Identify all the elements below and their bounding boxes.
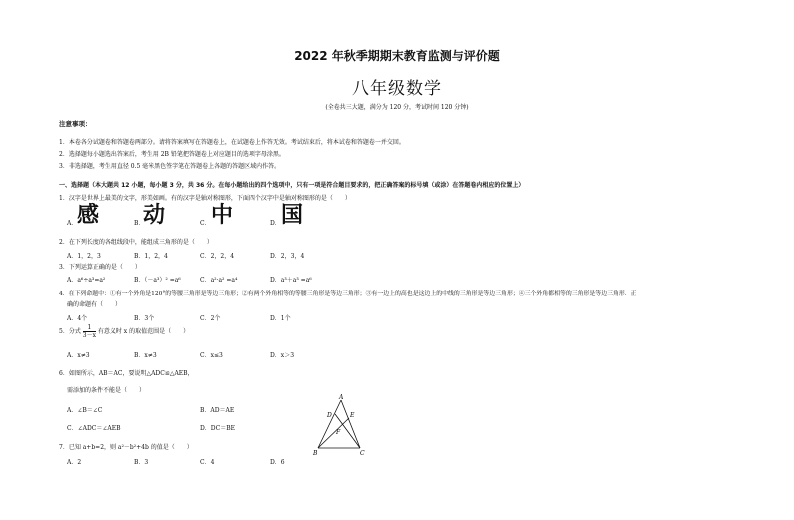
question-2-stem: 2．在下列长度的各组线段中，能组成三角形的是（ ） [59,239,213,246]
q3-option-c: C．a²·a² =a⁴ [200,277,238,284]
q2-option-d: D．2，3，4 [270,253,305,260]
q3-option-b: B．（－a³）² =a⁶ [134,277,181,284]
label-b: B [313,450,318,457]
notice-item-1: 1．本卷各分试题卷和答题卷两部分。请将答案填写在答题卷上，在试题卷上作答无效。考试结束后，将本试卷和答题卷一并交回。 [59,139,405,146]
q4-option-b: B．3个 [134,315,155,322]
q5-numerator: 1 [83,324,96,332]
question-5-stem [59,324,189,339]
q5-stem-post: 有意义时 x 的取值范围是（ ） [97,328,190,335]
q3-option-d: D．a³＋a³ =a⁶ [270,277,312,284]
q5-option-b: B．x≠3 [134,352,157,359]
q5-option-a: A．x≠3 [67,352,90,359]
q2-option-b: B．1，2，4 [134,253,168,260]
q5-stem-pre: 5．分式 [59,328,81,335]
q7-option-d: D．6 [270,459,285,466]
label-f: F [336,429,341,436]
q6-option-c: C．∠ADC＝∠AEB [67,425,121,432]
q1-char-c: 中 [211,203,234,228]
q1-label-b: B． [134,220,145,227]
q6-option-b: B．AD＝AE [200,407,235,414]
q6-triangle-figure [308,394,374,458]
q4-option-a: A．4个 [67,315,88,322]
q1-label-c: C． [200,220,211,227]
q5-option-c: C．x≤3 [200,352,223,359]
question-1-stem: 1．汉字是世界上最美的文字，形美如画。有的汉字是轴对称图形，下面四个汉字中是轴对称图形的是（ ） [59,195,351,202]
q2-option-a: A．1，2，3 [67,253,101,260]
label-e: E [350,412,355,419]
q1-char-b: 动 [143,203,166,228]
q1-label-d: D． [270,220,281,227]
q5-option-d: D．x＞3 [270,352,295,359]
label-a: A [339,394,344,401]
q2-option-c: C．2，2，4 [200,253,235,260]
question-4-stem-cont: 确的命题有（ ） [67,301,122,308]
section-1-heading: 一、选择题（本大题共 12 小题，每小题 3 分，共 36 分。在每小题给出的四个选项中，只有一项是符合题目要求的，把正确答案的标号填（或涂）在答题卷内相应的位置上） [59,182,525,189]
question-4-stem: 4．在下列命题中：①有一个外角是120°的等腰三角形是等边三角形；②有两个外角相等的等腰三角形是等边三角形；③有一边上的高也是这边上的中线的三角形是等边三角形；④三个外角都相等的三角形是等边三角形．正 [59,291,637,297]
q7-option-c: C．4 [200,459,215,466]
label-c: C [360,450,365,457]
q7-option-b: B．3 [134,459,149,466]
notice-item-2: 2．选择题每小题选出答案后，考生用 2B 铅笔把答题卷上对应题目的选项字母涂黑。 [59,151,285,158]
q4-option-d: D．1个 [270,315,291,322]
notice-item-3: 3．非选择题，考生用直径 0.5 毫米黑色签字笔在答题卷上各题的答题区域内作答。 [59,163,281,170]
subject-title: 八年级数学 [352,79,442,99]
question-6-stem: 6．如图所示，AB＝AC，要说明△ADC≌△AEB， [59,370,194,377]
q1-char-a: 感 [77,203,100,228]
q3-option-a: A．a⁶÷a³=a² [67,277,106,284]
q6-option-a: A．∠B＝∠C [67,407,103,414]
q1-char-d: 国 [281,203,304,228]
q6-option-d: D．DC＝BE [200,425,236,432]
q5-fraction [83,324,96,339]
question-7-stem: 7．已知 a+b=2，则 a²－b²+4b 的值是（ ） [59,444,193,451]
question-3-stem: 3．下列运算正确的是（ ） [59,264,141,271]
q7-option-a: A．2 [67,459,82,466]
exam-title: 2022 年秋季期期末教育监测与评价题 [294,49,500,63]
q5-denominator: 3－x [82,332,96,339]
exam-note: (全卷共三大题，满分为 120 分，考试时间 120 分钟) [325,104,469,111]
q4-option-c: C．2个 [200,315,221,322]
q1-label-a: A． [67,220,78,227]
label-d: D [327,412,332,419]
question-6-stem-cont: 需添加的条件不能是（ ） [67,387,146,394]
notice-heading: 注意事项： [59,120,92,128]
